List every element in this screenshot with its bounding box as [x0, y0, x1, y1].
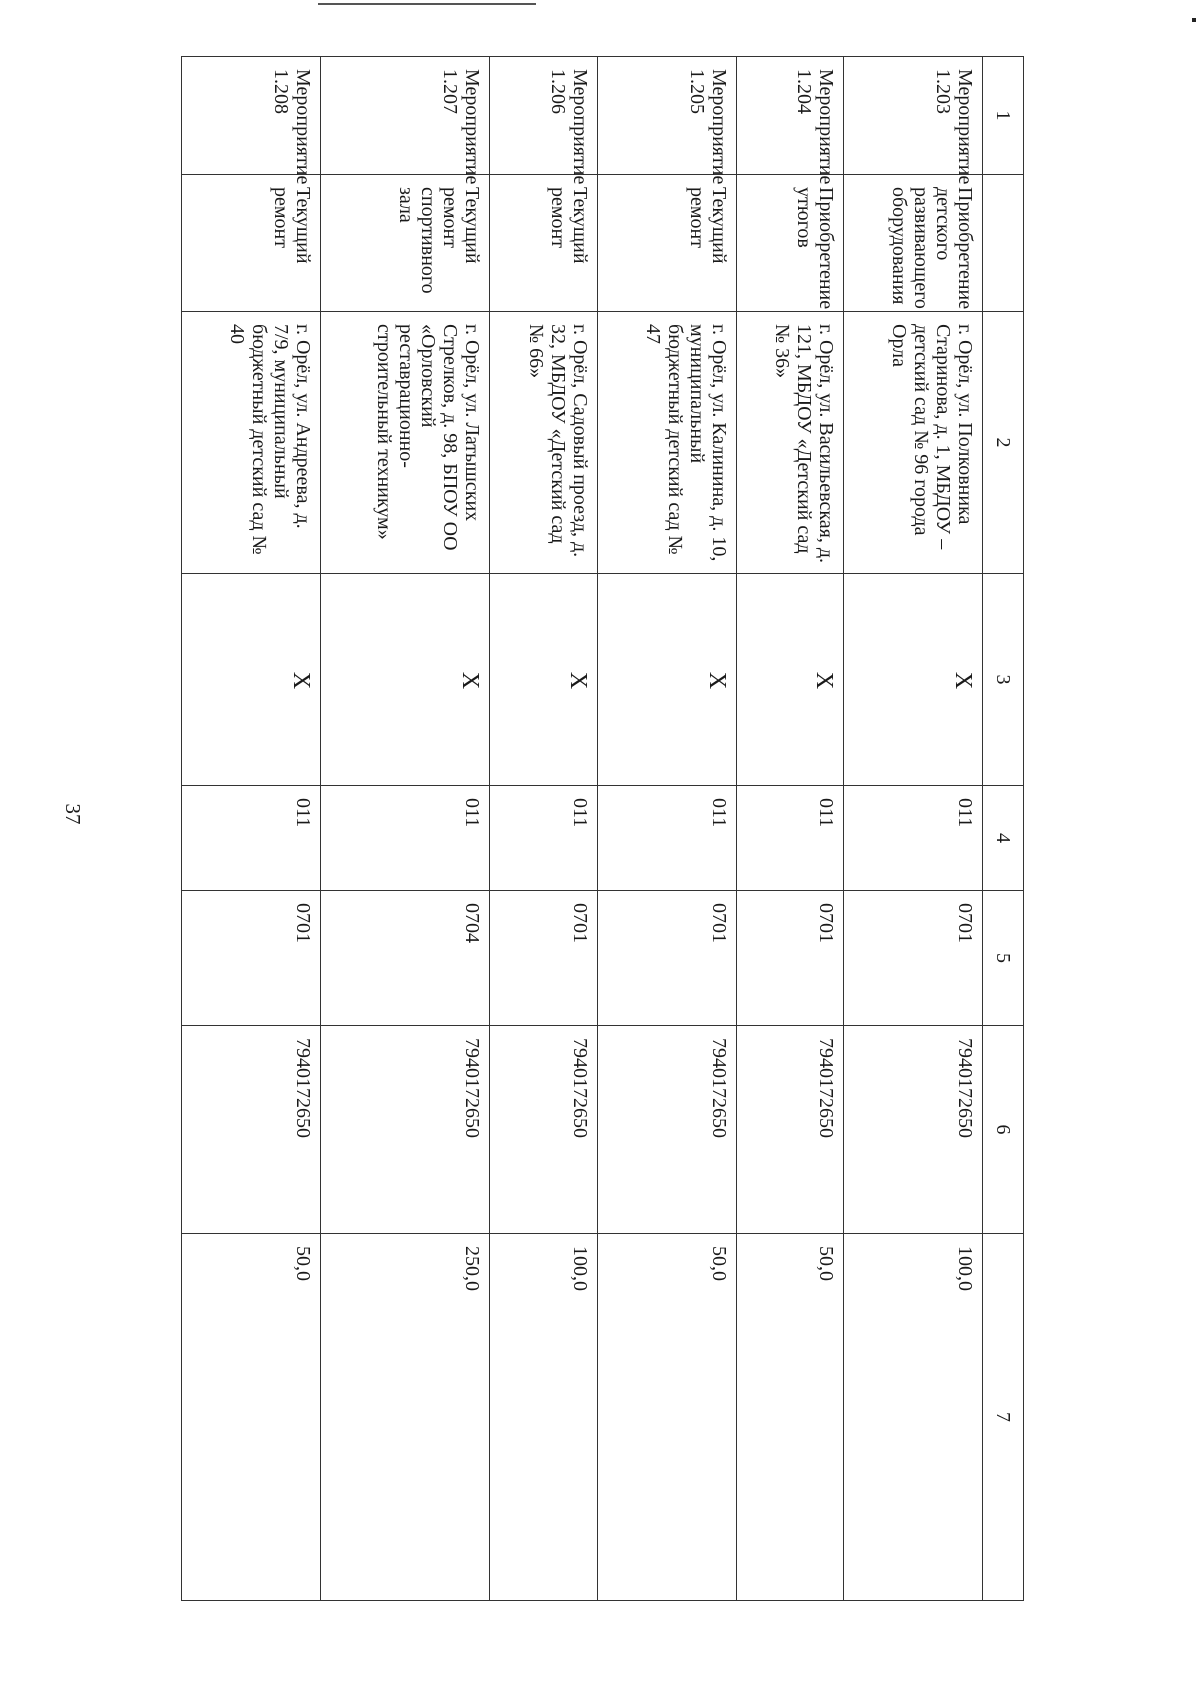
event-id-cell: Мероприятие 1.205 [597, 57, 736, 175]
budget-table [181, 56, 1024, 1601]
table-row [597, 57, 736, 1601]
address-cell: г. Орёл, ул. Латышских Стрелков, д. 98, БПОУ ОО «Орловский реставрационно-строительный техникум» [320, 312, 489, 574]
column-5-cell: 0701 [182, 891, 321, 1026]
event-description-cell: Текущий ремонт спортивного зала [320, 175, 489, 312]
scan-mark [1192, 18, 1196, 22]
column-3-cell: X [844, 574, 983, 786]
column-4-cell: 011 [736, 786, 844, 891]
event-id-cell: Мероприятие 1.208 [182, 57, 321, 175]
address-cell: г. Орёл, ул. Васильевская, д. 121, МБДОУ «Детский сад № 36» [736, 312, 844, 574]
column-5-cell: 0701 [736, 891, 844, 1026]
event-id-cell: Мероприятие 1.206 [490, 57, 598, 175]
column-6-cell: 7940172650 [844, 1026, 983, 1234]
column-3-cell: X [490, 574, 598, 786]
rotated-table-frame [181, 56, 1024, 1600]
table-body [182, 57, 983, 1601]
column-4-cell: 011 [320, 786, 489, 891]
column-3-cell: X [182, 574, 321, 786]
column-4-cell: 011 [597, 786, 736, 891]
header-cell-3: 3 [983, 574, 1024, 786]
column-7-cell: 50,0 [597, 1234, 736, 1601]
table-container [181, 56, 1024, 1600]
header-cell-4: 4 [983, 786, 1024, 891]
column-6-cell: 7940172650 [490, 1026, 598, 1234]
header-cell-blank [983, 175, 1024, 312]
address-cell: г. Орёл, Садовый проезд, д. 32, МБДОУ «Детский сад № 66» [490, 312, 598, 574]
header-cell-5: 5 [983, 891, 1024, 1026]
column-5-cell: 0701 [597, 891, 736, 1026]
header-cell-7: 7 [983, 1234, 1024, 1601]
event-description-cell: Текущий ремонт [490, 175, 598, 312]
table-row [182, 57, 321, 1601]
event-id-cell: Мероприятие 1.203 [844, 57, 983, 175]
header-cell-1: 1 [983, 57, 1024, 175]
event-description-cell: Текущий ремонт [597, 175, 736, 312]
address-cell: г. Орёл, ул. Андреева, д. 7/9, муниципальный бюджетный детский сад № 40 [182, 312, 321, 574]
column-6-cell: 7940172650 [320, 1026, 489, 1234]
column-7-cell: 250,0 [320, 1234, 489, 1601]
table-row [320, 57, 489, 1601]
column-3-cell: X [320, 574, 489, 786]
column-3-cell: X [597, 574, 736, 786]
column-7-cell: 50,0 [736, 1234, 844, 1601]
column-4-cell: 011 [490, 786, 598, 891]
column-4-cell: 011 [182, 786, 321, 891]
column-4-cell: 011 [844, 786, 983, 891]
column-5-cell: 0704 [320, 891, 489, 1026]
column-7-cell: 100,0 [490, 1234, 598, 1601]
table-row [490, 57, 598, 1601]
column-6-cell: 7940172650 [182, 1026, 321, 1234]
address-cell: г. Орёл, ул. Полковника Старинова, д. 1, МБДОУ – детский сад № 96 города Орла [844, 312, 983, 574]
column-5-cell: 0701 [844, 891, 983, 1026]
column-6-cell: 7940172650 [597, 1026, 736, 1234]
address-cell: г. Орёл, ул. Калинина, д. 10, муниципальный бюджетный детский сад № 47 [597, 312, 736, 574]
event-id-cell: Мероприятие 1.207 [320, 57, 489, 175]
table-row [736, 57, 844, 1601]
table-row [844, 57, 983, 1601]
event-description-cell: Текущий ремонт [182, 175, 321, 312]
event-description-cell: Приобретение утюгов [736, 175, 844, 312]
top-rule [318, 3, 536, 5]
event-description-cell: Приобретение детского развивающего оборудования [844, 175, 983, 312]
column-7-cell: 50,0 [182, 1234, 321, 1601]
column-3-cell: X [736, 574, 844, 786]
event-id-cell: Мероприятие 1.204 [736, 57, 844, 175]
page-number: 37 [61, 803, 85, 825]
column-7-cell: 100,0 [844, 1234, 983, 1601]
header-cell-6: 6 [983, 1026, 1024, 1234]
header-cell-2: 2 [983, 312, 1024, 574]
column-6-cell: 7940172650 [736, 1026, 844, 1234]
header-row [983, 57, 1024, 1601]
column-5-cell: 0701 [490, 891, 598, 1026]
